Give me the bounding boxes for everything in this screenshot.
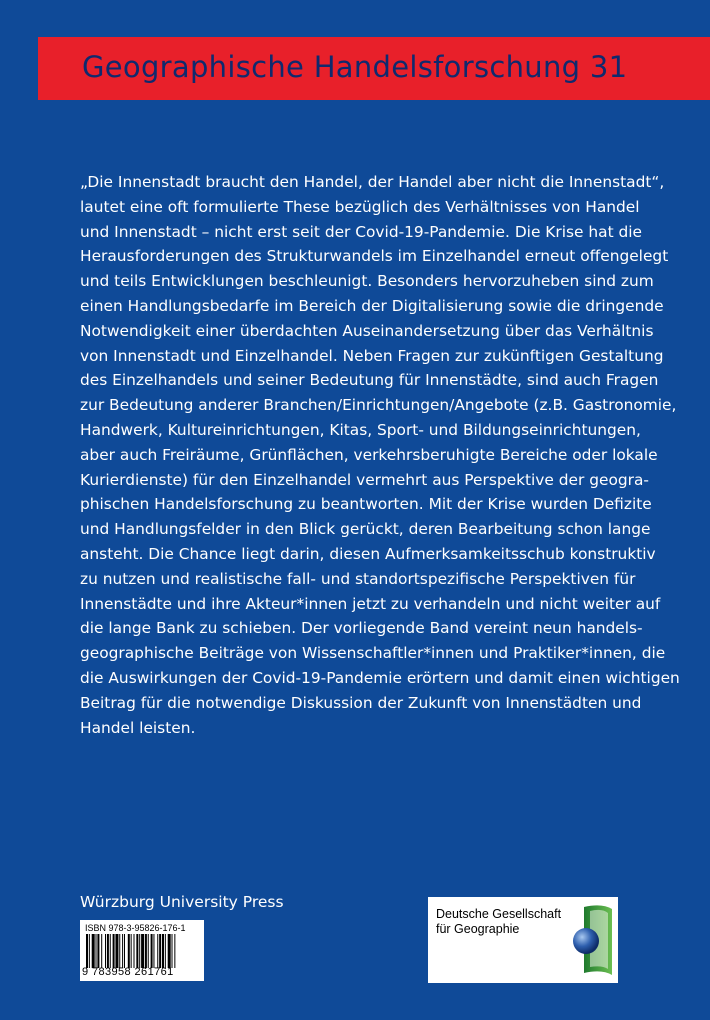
blurb-line: und Handlungsfelder in den Blick gerückt, deren Bearbeitung schon lange — [80, 520, 651, 539]
back-cover-blurb — [80, 170, 680, 740]
dgfg-logo-box — [428, 897, 618, 983]
blurb-line: Innenstädte und ihre Akteur*innen jetzt zu verhandeln und nicht weiter auf — [80, 594, 661, 613]
blurb-line: und teils Entwicklungen beschleunigt. Besonders hervorzuheben sind zum — [80, 272, 654, 291]
dgfg-name-line1: Deutsche Gesellschaft — [436, 907, 562, 921]
blurb-line: Beitrag für die notwendige Diskussion der Zukunft von Innenstädten und — [80, 693, 642, 712]
blurb-line: und Innenstadt – nicht erst seit der Covid-19-Pandemie. Die Krise hat die — [80, 222, 643, 241]
blurb-line: die lange Bank zu schieben. Der vorliegende Band vereint neun handels- — [80, 619, 643, 638]
blurb-line: zu nutzen und realistische fall- und standortspezifische Perspektiven für — [80, 569, 636, 588]
blurb-line: die Auswirkungen der Covid-19-Pandemie erörtern und damit einen wichtigen — [80, 668, 680, 687]
isbn-label: ISBN 978-3-95826-176-1 — [85, 923, 186, 933]
blurb-line: von Innenstadt und Einzelhandel. Neben Fragen zur zukünftigen Gestaltung — [80, 346, 664, 365]
blurb-line: einen Handlungsbedarfe im Bereich der Digitalisierung sowie die dringende — [80, 296, 664, 315]
series-title: Geographische Handelsforschung 31 — [82, 50, 628, 84]
blurb-line: des Einzelhandels und seiner Bedeutung für Innenstädte, sind auch Fragen — [80, 371, 659, 390]
series-banner — [38, 37, 710, 100]
barcode-bars — [86, 934, 198, 968]
blurb-line: geographische Beiträge von Wissenschaftler*innen und Praktiker*innen, die — [80, 644, 666, 663]
blurb-line: Kurierdienste) für den Einzelhandel vermehrt aus Perspektive der geogra- — [80, 470, 649, 489]
blurb-line: Notwendigkeit einer überdachten Auseinandersetzung über das Verhältnis — [80, 321, 654, 340]
isbn-barcode — [80, 920, 204, 981]
blurb-line: lautet eine oft formulierte These bezüglich des Verhältnisses von Handel — [80, 197, 640, 216]
dgfg-name-line2: für Geographie — [436, 922, 520, 936]
blurb-line: ansteht. Die Chance liegt darin, diesen Aufmerksamkeitsschub konstruktiv — [80, 544, 656, 563]
blurb-line: Herausforderungen des Strukturwandels im Einzelhandel erneut offengelegt — [80, 247, 669, 266]
blurb-line: Handel leisten. — [80, 718, 196, 737]
blurb-line: „Die Innenstadt braucht den Handel, der Handel aber nicht die Innenstadt“, — [80, 173, 665, 191]
blurb-line: zur Bedeutung anderer Branchen/Einrichtungen/Angebote (z.B. Gastronomie, — [80, 396, 677, 415]
barcode-digits: 9 783958 261761 — [82, 966, 174, 978]
blurb-line: phischen Handelsforschung zu beantworten. Mit der Krise wurden Defizite — [80, 495, 652, 514]
publisher-name: Würzburg University Press — [80, 893, 284, 911]
blurb-line: aber auch Freiräume, Grünflächen, verkehrsberuhigte Bereiche oder lokale — [80, 445, 658, 464]
blurb-line: Handwerk, Kultureinrichtungen, Kitas, Sport- und Bildungseinrichtungen, — [80, 420, 641, 439]
globe-logo-icon — [568, 901, 618, 981]
